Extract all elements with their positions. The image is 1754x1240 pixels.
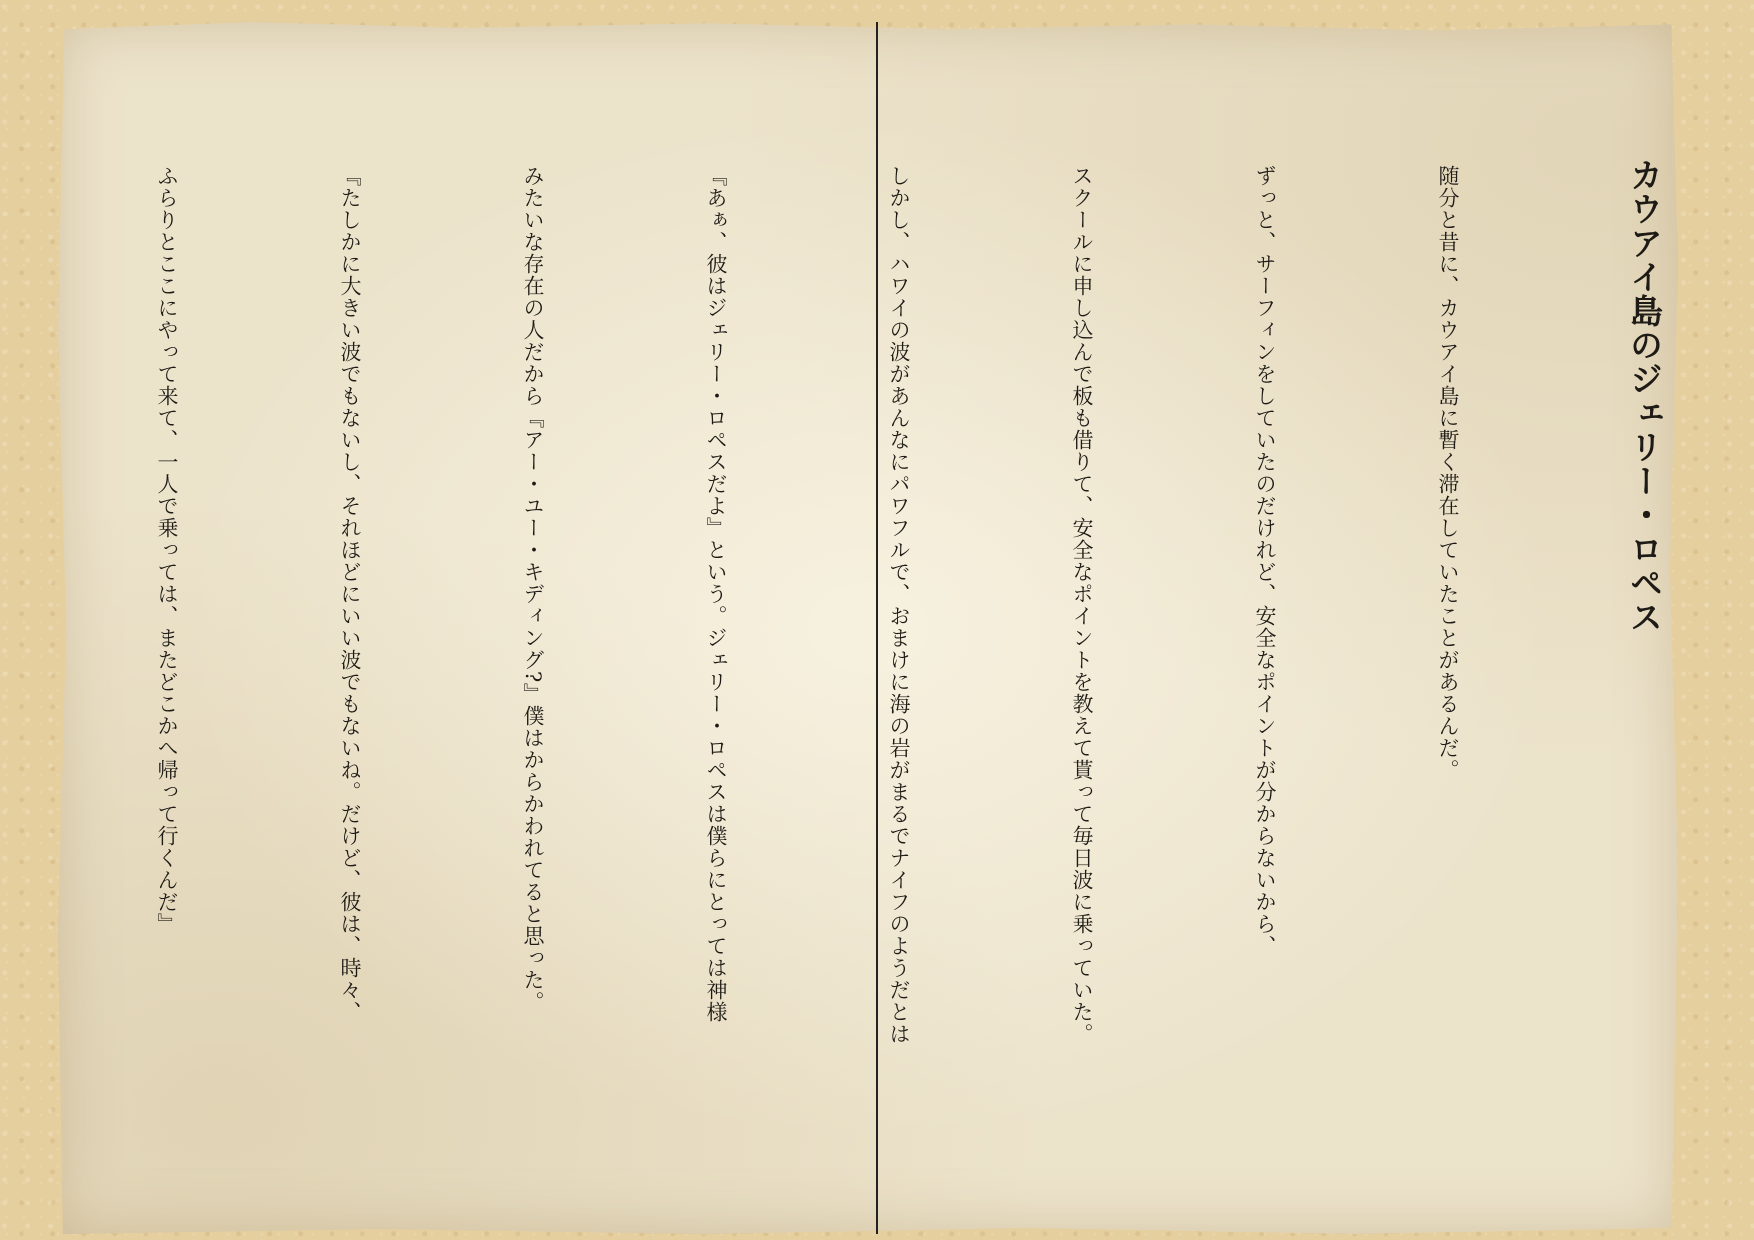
paragraph-line: ふらりとここにやって来て、一人で乗っては、またどこかへ帰って行くんだ』 [155,165,179,935]
paragraph-line: 『あぁ、彼はジェリー・ロペスだよ』という。ジェリー・ロペスは僕らにとっては神様 [704,165,728,1023]
paragraph-line: しかし、ハワイの波があんなにパワフルで、おまけに海の岩がまるでナイフのようだとは [887,165,911,1045]
paragraph-line: 随分と昔に、カウアイ島に暫く滞在していたことがあるんだ。 [1436,165,1460,781]
story-title: カウアイ島のジェリー・ロペス [1625,158,1664,634]
page-divider [876,22,878,1234]
paragraph-line: みたいな存在の人だから『アー・ユー・キディング?』僕はからかわれてると思った。 [521,165,545,1014]
left-page-text [88,165,868,1225]
paragraph-line: ずっと、サーフィンをしていたのだけれど、安全なポイントが分からないから、 [1253,165,1277,957]
paragraph-line: スクールに申し込んで板も借りて、安全なポイントを教えて貰って毎日波に乗っていた。 [1070,165,1094,1045]
paragraph-line: 『たしかに大きい波でもないし、それほどにいい波でもないね。だけど、彼は、時々、 [338,165,362,1023]
right-page-text [880,165,1600,1225]
